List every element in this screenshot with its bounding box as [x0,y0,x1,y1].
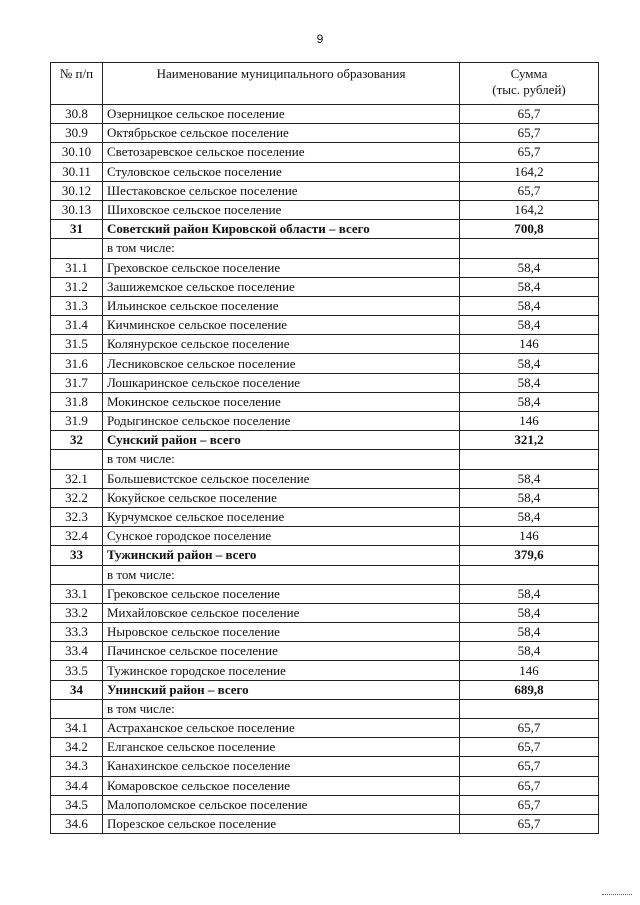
row-amount: 58,4 [460,258,599,277]
row-name: Комаровское сельское поселение [103,776,460,795]
row-number: 31.8 [51,392,103,411]
header-amount-unit: (тыс. рублей) [492,82,566,97]
row-number: 34.2 [51,738,103,757]
row-number: 34.5 [51,795,103,814]
row-amount: 65,7 [460,719,599,738]
row-amount: 58,4 [460,469,599,488]
table-row [51,738,599,757]
row-number [51,699,103,718]
row-number [51,239,103,258]
row-number: 31.1 [51,258,103,277]
table-row [51,488,599,507]
row-number: 33.1 [51,584,103,603]
row-number: 31.4 [51,316,103,335]
row-amount: 65,7 [460,181,599,200]
row-name: Астраханское сельское поселение [103,719,460,738]
header-number: № п/п [51,63,103,105]
row-name: Стуловское сельское поселение [103,162,460,181]
row-name: Михайловское сельское поселение [103,603,460,622]
table-row [51,277,599,296]
row-name: Родыгинское сельское поселение [103,412,460,431]
row-number: 33.4 [51,642,103,661]
row-number: 30.13 [51,200,103,219]
header-row [51,63,599,105]
row-amount: 164,2 [460,162,599,181]
row-number: 31.2 [51,277,103,296]
row-number: 31 [51,220,103,239]
row-amount [460,565,599,584]
row-name: Мокинское сельское поселение [103,392,460,411]
row-amount: 321,2 [460,431,599,450]
row-amount: 58,4 [460,373,599,392]
table-row [51,354,599,373]
row-amount: 58,4 [460,316,599,335]
row-number: 30.11 [51,162,103,181]
row-number: 32.4 [51,527,103,546]
row-name: Сунское городское поселение [103,527,460,546]
row-name: Зашижемское сельское поселение [103,277,460,296]
row-amount: 146 [460,661,599,680]
row-amount: 146 [460,527,599,546]
row-number: 31.3 [51,296,103,315]
district-total-row [51,431,599,450]
table-row [51,296,599,315]
row-number: 34.3 [51,757,103,776]
row-name: в том числе: [103,239,460,258]
row-amount: 65,7 [460,738,599,757]
table-row [51,507,599,526]
row-amount: 58,4 [460,642,599,661]
row-number: 32.1 [51,469,103,488]
table-row [51,603,599,622]
table-row [51,814,599,833]
table-row [51,757,599,776]
table-row [51,661,599,680]
row-amount: 65,7 [460,143,599,162]
row-number: 33.2 [51,603,103,622]
row-name: Курчумское сельское поселение [103,507,460,526]
header-amount [460,63,599,105]
row-name: Елганское сельское поселение [103,738,460,757]
row-name: Большевистское сельское поселение [103,469,460,488]
row-name: Светозаревское сельское поселение [103,143,460,162]
row-name: Кичминское сельское поселение [103,316,460,335]
page-number: 9 [316,32,324,46]
table-row [51,316,599,335]
row-amount: 65,7 [460,814,599,833]
subheading-row [51,699,599,718]
row-amount: 58,4 [460,488,599,507]
row-amount [460,450,599,469]
table-row [51,105,599,124]
row-name: Порезское сельское поселение [103,814,460,833]
row-amount: 58,4 [460,603,599,622]
row-name: Шиховское сельское поселение [103,200,460,219]
row-name: Ныровское сельское поселение [103,623,460,642]
table-row [51,143,599,162]
row-amount: 65,7 [460,124,599,143]
table-row [51,335,599,354]
row-number: 31.6 [51,354,103,373]
table-row [51,719,599,738]
table-row [51,642,599,661]
row-name: Греховское сельское поселение [103,258,460,277]
row-number: 30.8 [51,105,103,124]
row-amount: 700,8 [460,220,599,239]
row-name: Озерницкое сельское поселение [103,105,460,124]
row-amount: 58,4 [460,296,599,315]
row-number: 33 [51,546,103,565]
row-amount: 65,7 [460,105,599,124]
row-number: 31.7 [51,373,103,392]
table-row [51,373,599,392]
district-total-row [51,220,599,239]
row-name: Октябрьское сельское поселение [103,124,460,143]
row-number: 33.3 [51,623,103,642]
row-number: 32.2 [51,488,103,507]
subheading-row [51,450,599,469]
row-number: 32 [51,431,103,450]
row-amount [460,239,599,258]
row-number [51,450,103,469]
table-row [51,776,599,795]
district-total-row [51,546,599,565]
table-row [51,584,599,603]
district-total-row [51,680,599,699]
row-name: Грековское сельское поселение [103,584,460,603]
row-number: 34.6 [51,814,103,833]
row-amount: 58,4 [460,623,599,642]
row-number: 31.5 [51,335,103,354]
scan-mark [602,894,632,897]
header-municipality: Наименование муниципального образования [103,63,460,105]
row-amount: 58,4 [460,584,599,603]
row-amount: 58,4 [460,277,599,296]
row-name: Кокуйское сельское поселение [103,488,460,507]
row-amount: 146 [460,412,599,431]
row-amount: 58,4 [460,392,599,411]
row-amount: 65,7 [460,776,599,795]
row-number: 33.5 [51,661,103,680]
budget-table [50,62,599,834]
table-row [51,412,599,431]
row-name: Лошкаринское сельское поселение [103,373,460,392]
table-row [51,200,599,219]
row-number [51,565,103,584]
row-name: Тужинский район – всего [103,546,460,565]
row-number: 34 [51,680,103,699]
row-name: в том числе: [103,565,460,584]
row-name: Советский район Кировской области – всего [103,220,460,239]
table-row [51,258,599,277]
row-number: 30.10 [51,143,103,162]
table-row [51,795,599,814]
row-name: Пачинское сельское поселение [103,642,460,661]
row-name: Колянурское сельское поселение [103,335,460,354]
table-header [51,63,599,105]
row-name: Сунский район – всего [103,431,460,450]
row-amount: 689,8 [460,680,599,699]
row-name: Лесниковское сельское поселение [103,354,460,373]
row-number: 30.9 [51,124,103,143]
row-name: Ильинское сельское поселение [103,296,460,315]
row-amount: 65,7 [460,795,599,814]
row-amount: 58,4 [460,507,599,526]
header-amount-title: Сумма [510,66,548,81]
row-number: 30.12 [51,181,103,200]
row-number: 34.4 [51,776,103,795]
subheading-row [51,239,599,258]
row-amount: 379,6 [460,546,599,565]
row-name: Канахинское сельское поселение [103,757,460,776]
row-amount [460,699,599,718]
row-amount: 146 [460,335,599,354]
row-number: 34.1 [51,719,103,738]
row-amount: 164,2 [460,200,599,219]
table-body [51,105,599,834]
table-row [51,623,599,642]
table-row [51,162,599,181]
row-name: в том числе: [103,450,460,469]
row-amount: 65,7 [460,757,599,776]
row-number: 32.3 [51,507,103,526]
table-row [51,181,599,200]
table-row [51,469,599,488]
row-number: 31.9 [51,412,103,431]
table-row [51,527,599,546]
table-row [51,124,599,143]
row-name: Шестаковское сельское поселение [103,181,460,200]
row-name: Тужинское городское поселение [103,661,460,680]
row-name: Малополомское сельское поселение [103,795,460,814]
row-amount: 58,4 [460,354,599,373]
row-name: в том числе: [103,699,460,718]
row-name: Унинский район – всего [103,680,460,699]
table-row [51,392,599,411]
subheading-row [51,565,599,584]
